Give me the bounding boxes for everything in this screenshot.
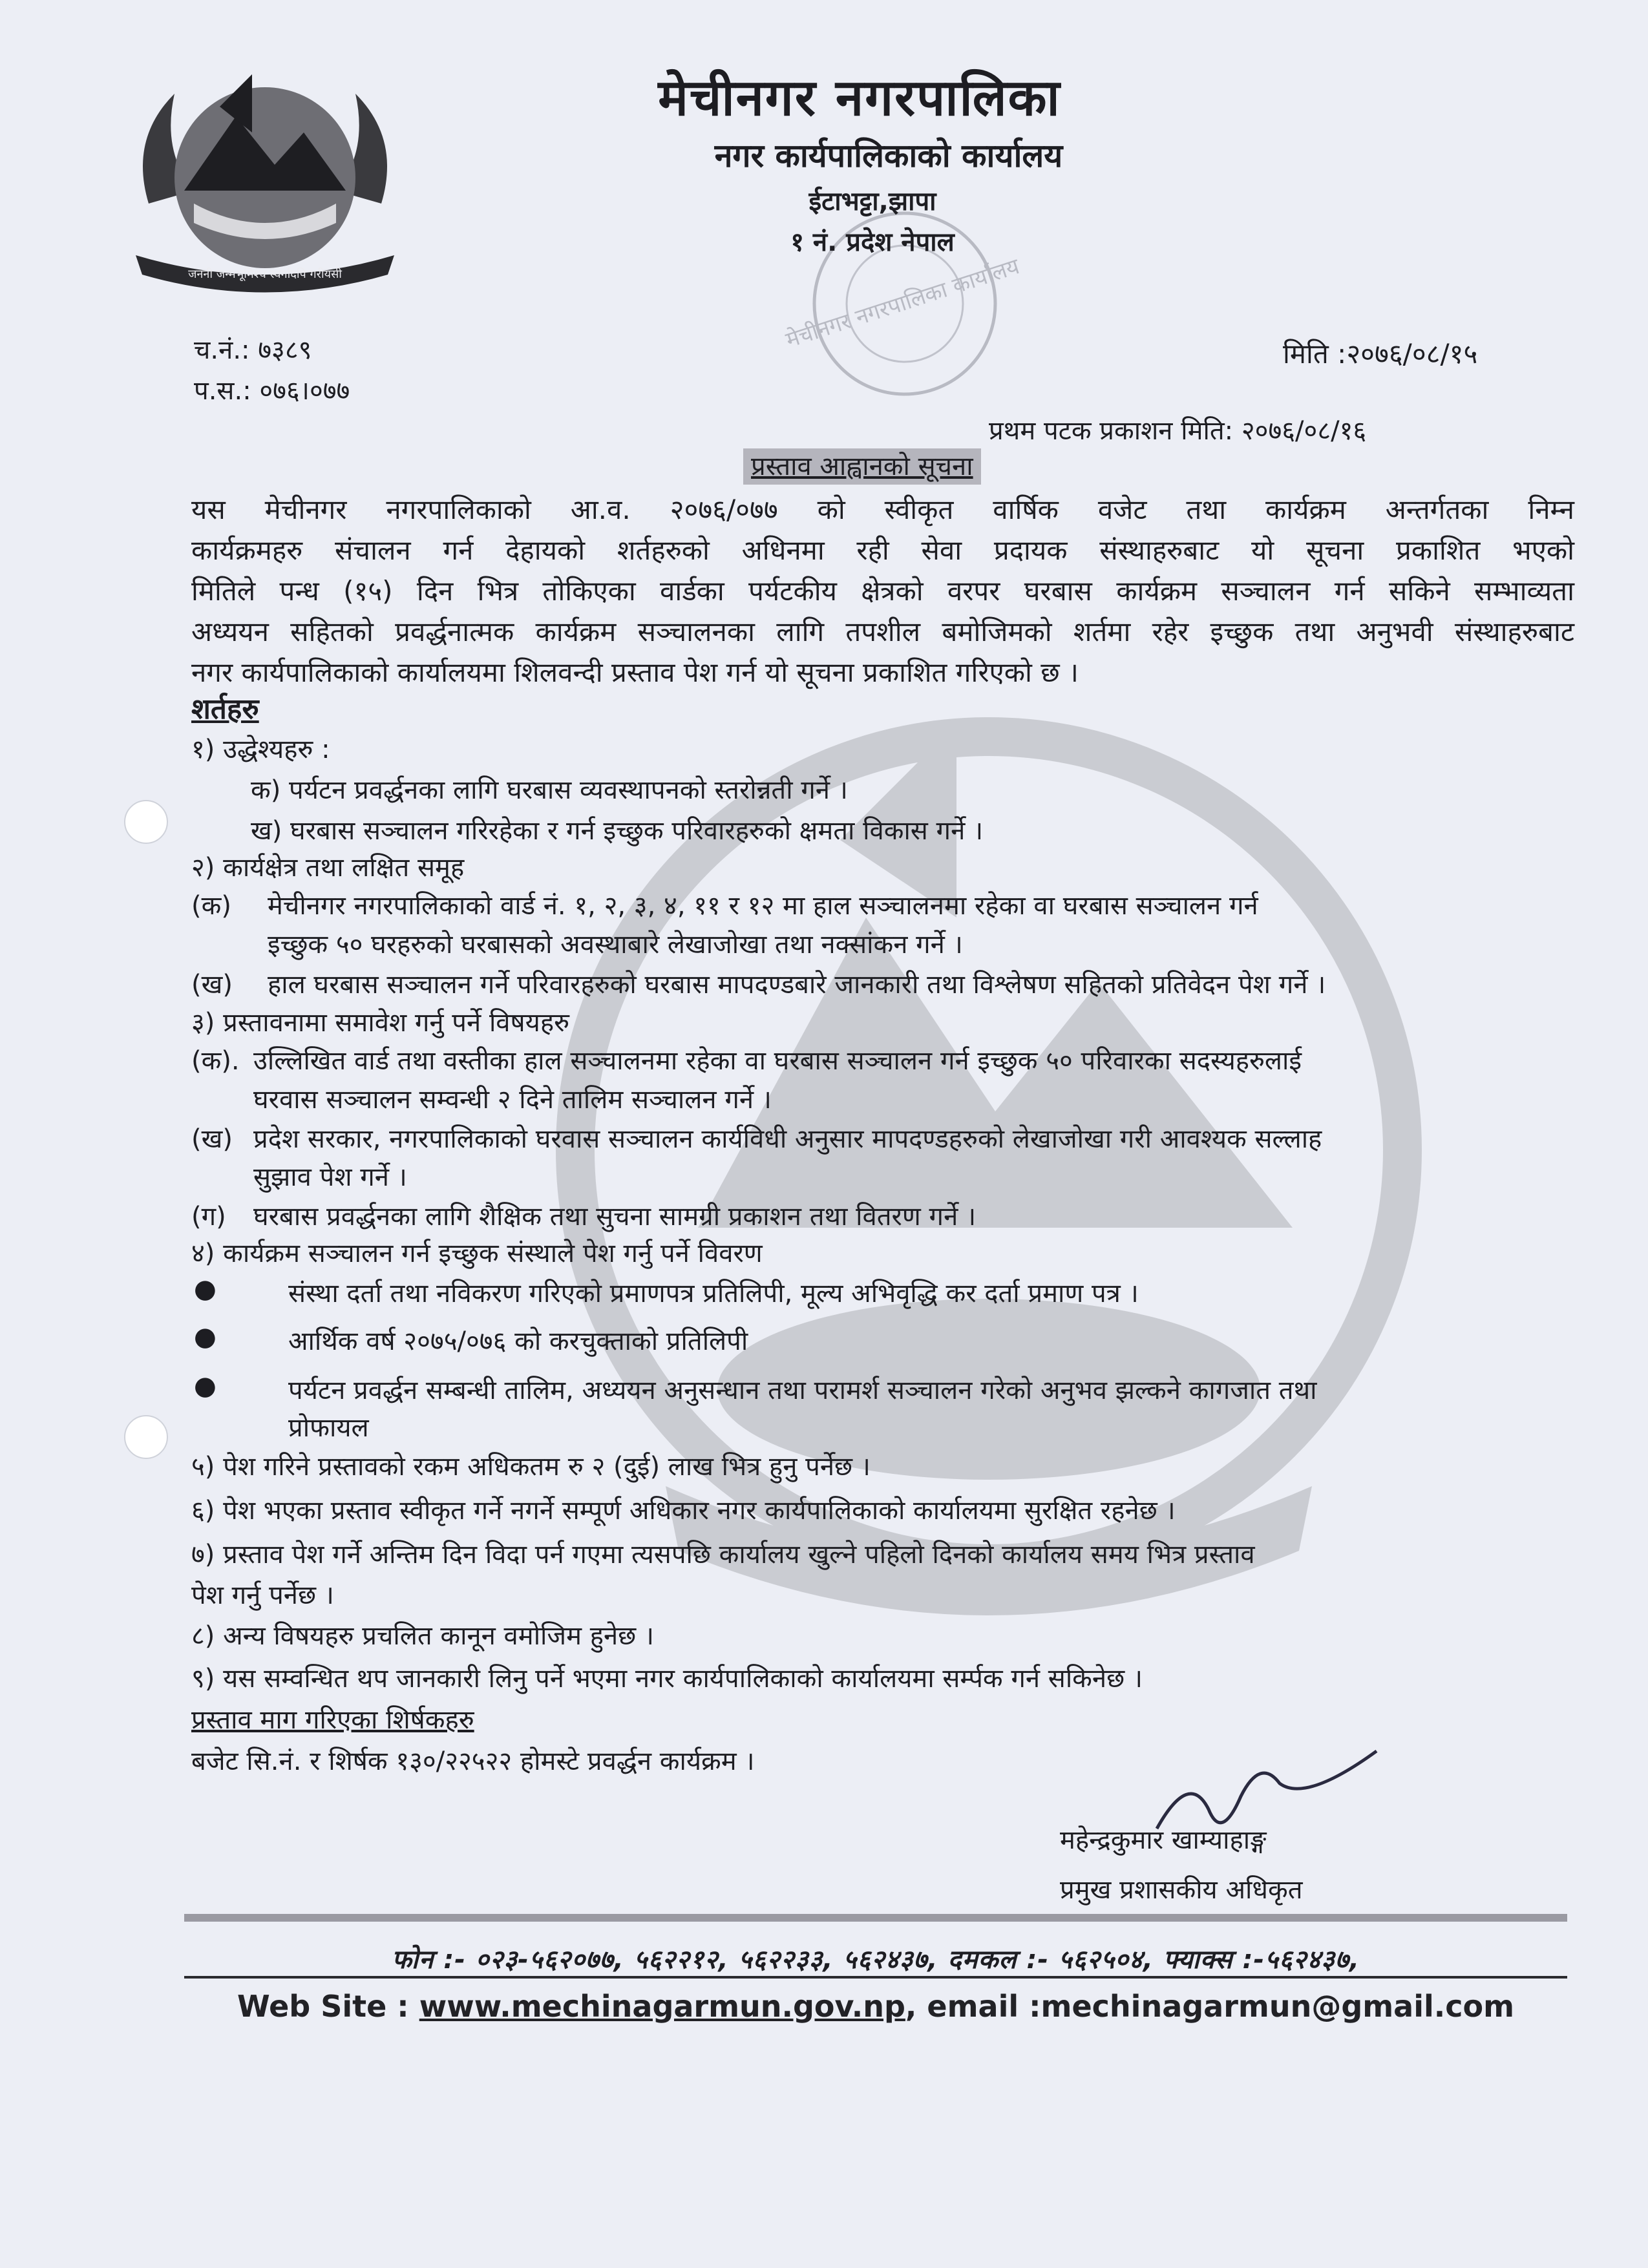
section-heading: २) कार्यक्षेत्र तथा लक्षित समूह	[191, 853, 465, 883]
website-label: Web Site :	[237, 1989, 419, 2024]
budget-line: बजेट सि.नं. र शिर्षक १३०/२२५२२ होमस्टे प्रवर्द्धन कार्यक्रम ।	[191, 1747, 755, 1776]
list-item: प्रदेश सरकार, नगरपालिकाको घरवास सञ्चालन कार्यविधी अनुसार मापदण्डहरुको लेखाजोखा गरी आवश्यक सल्लाह	[253, 1124, 1322, 1154]
section-heading: ३) प्रस्तावनामा समावेश गर्नु पर्ने विषयहरु	[191, 1008, 570, 1038]
municipality-name: मेचीनगर नगरपालिका	[658, 69, 1061, 127]
bullet-icon: ●	[194, 1322, 217, 1352]
item-marker: (ग)	[191, 1202, 226, 1232]
email-label: , email :	[905, 1989, 1041, 2024]
punch-hole	[124, 800, 168, 844]
footer-divider	[184, 1914, 1567, 1922]
signatory-name: महेन्द्रकुमार खाम्याहाङ्ग	[1060, 1825, 1267, 1855]
numbered-condition: ९) यस सम्वन्धित थप जानकारी लिनु पर्ने भएमा नगर कार्यपालिकाको कार्यालयमा सर्म्पक गर्न सकिनेछ ।	[191, 1664, 1143, 1694]
bullet-item: संस्था दर्ता तथा नविकरण गरिएको प्रमाणपत्र प्रतिलिपी, मूल्य अभिवृद्धि कर दर्ता प्रमाण पत्र ।	[288, 1279, 1139, 1308]
section-heading: १) उद्धेश्यहरु :	[191, 735, 330, 764]
footer-divider	[184, 1976, 1567, 1979]
list-item: हाल घरबास सञ्चालन गर्ने परिवारहरुको घरबास मापदण्डबारे जानकारी तथा विश्लेषण सहितको प्रतिवेदन पेश गर्ने ।	[268, 970, 1326, 1000]
numbered-condition: ६) पेश भएका प्रस्ताव स्वीकृत गर्ने नगर्ने सम्पूर्ण अधिकार नगर कार्यपालिकाको कार्यालयमा सुरक्षित रहनेछ ।	[191, 1496, 1176, 1526]
intro-line: अध्ययन सहितको प्रवर्द्धनात्मक कार्यक्रम सञ्चालनका लागि तपशील बमोजिमको शर्तमा रहेर इच्छुक तथा अनुभवी संस्थाहरुबाट	[191, 616, 1574, 647]
section-heading: ४) कार्यक्रम सञ्चालन गर्न इच्छुक संस्थाले पेश गर्नु पर्ने विवरण	[191, 1239, 763, 1268]
bullet-item-continued: प्रोफायल	[288, 1413, 369, 1443]
list-item-continued: सुझाव पेश गर्ने ।	[253, 1162, 407, 1192]
list-item-continued: इच्छुक ५० घरहरुको घरबासको अवस्थाबारे लेखाजोखा तथा नक्सांकन गर्ने ।	[268, 930, 963, 960]
first-publish-date: प्रथम पटक प्रकाशन मिति: २०७६/०८/१६	[989, 416, 1367, 446]
footer-phone: फोन :- ०२३-५६२०७७, ५६२२१२, ५६२२३३, ५६२४३७, दमकल :- ५६२५०४, फ्याक्स :-५६२४३७,	[391, 1945, 1360, 1975]
province-line: १ नं. प्रदेश नेपाल	[790, 227, 955, 257]
bullet-icon: ●	[194, 1274, 217, 1304]
budget-heading: प्रस्ताव माग गरिएका शिर्षकहरु	[191, 1705, 474, 1735]
item-marker: (क)	[191, 891, 231, 921]
numbered-condition-continued: पेश गर्नु पर्नेछ ।	[191, 1580, 334, 1610]
office-location: ईटाभट्टा,झापा	[808, 187, 936, 216]
numbered-condition: ७) प्रस्ताव पेश गर्ने अन्तिम दिन विदा पर्न गएमा त्यसपछि कार्यालय खुल्ने पहिलो दिनको कार्यालय समय भित्र प्रस्ताव	[191, 1540, 1255, 1570]
seal-text: मेचीनगर नगरपालिका कार्यालय	[783, 253, 1023, 353]
item-marker: (ख)	[191, 970, 233, 1000]
conditions-heading: शर्तहरु	[191, 693, 259, 726]
punch-hole	[124, 1415, 168, 1459]
bullet-item: पर्यटन प्रवर्द्धन सम्बन्धी तालिम, अध्ययन अनुसन्धान तथा परामर्श सञ्चालन गरेको अनुभव झल्कने कागजात तथा	[288, 1376, 1317, 1405]
bullet-item: आर्थिक वर्ष २०७५/०७६ को करचुक्ताको प्रतिलिपी	[288, 1327, 748, 1356]
footer-contact	[184, 1989, 1567, 2024]
office-name: नगर कार्यपालिकाको कार्यालय	[714, 137, 1063, 174]
item-marker: (ख)	[191, 1124, 233, 1154]
list-item: घरबास प्रवर्द्धनका लागि शैक्षिक तथा सुचना सामग्री प्रकाशन तथा वितरण गर्ने ।	[253, 1202, 977, 1232]
email-address[interactable]: mechinagarmun@gmail.com	[1041, 1989, 1515, 2024]
list-item-continued: घरवास सञ्चालन सम्वन्धी २ दिने तालिम सञ्चालन गर्ने ।	[253, 1085, 772, 1115]
bullet-icon: ●	[194, 1371, 217, 1401]
item-marker: (क).	[191, 1046, 240, 1076]
nepal-emblem-logo	[123, 61, 407, 307]
list-item: ख) घरबास सञ्चालन गरिरहेका र गर्न इच्छुक परिवारहरुको क्षमता विकास गर्ने ।	[251, 816, 984, 846]
emblem-motto: जननी जन्मभूमिश्च स्वर्गादपि गरीयसी	[188, 268, 342, 281]
signatory-title: प्रमुख प्रशासकीय अधिकृत	[1060, 1875, 1303, 1905]
intro-line: नगर कार्यपालिकाको कार्यालयमा शिलवन्दी प्रस्ताव पेश गर्न यो सूचना प्रकाशित गरिएको छ ।	[191, 656, 1079, 688]
list-item: उल्लिखित वार्ड तथा वस्तीका हाल सञ्चालनमा रहेका वा घरबास सञ्चालन गर्न इच्छुक ५० परिवारका सदस्यहरुलाई	[253, 1046, 1302, 1076]
notice-title: प्रस्ताव आह्वानको सूचना	[743, 448, 981, 485]
numbered-condition: ८) अन्य विषयहरु प्रचलित कानून वमोजिम हुनेछ ।	[191, 1621, 655, 1651]
intro-line: मितिले पन्ध (१५) दिन भित्र तोकिएका वार्डका पर्यटकीय क्षेत्रको वरपर घरबास कार्यक्रम सञ्चालन गर्न सकिने सम्भाव्यता	[191, 575, 1574, 607]
list-item: क) पर्यटन प्रवर्द्धनका लागि घरबास व्यवस्थापनको स्तरोन्नती गर्ने ।	[251, 775, 848, 805]
intro-line: यस मेचीनगर नगरपालिकाको आ.व. २०७६/०७७ को स्वीकृत वार्षिक वजेट तथा कार्यक्रम अन्तर्गतका निम्न	[191, 494, 1574, 525]
fiscal-year-ref: प.स.: ०७६।०७७	[194, 376, 350, 406]
numbered-condition: ५) पेश गरिने प्रस्तावको रकम अधिकतम रु २ (दुई) लाख भित्र हुनु पर्नेछ ।	[191, 1452, 871, 1482]
intro-line: कार्यक्रमहरु संचालन गर्न देहायको शर्तहरुको अधिनमा रही सेवा प्रदायक संस्थाहरुबाट यो सूचना प्रकाशित भएको	[191, 534, 1574, 566]
dispatch-number: च.नं.: ७३८९	[194, 335, 312, 365]
list-item: मेचीनगर नगरपालिकाको वार्ड नं. १, २, ३, ४, ११ र १२ मा हाल सञ्चालनमा रहेका वा घरबास सञ्चालन गर्न	[268, 891, 1258, 921]
notice-date: मिति :२०७६/०८/१५	[1283, 338, 1478, 370]
website-link[interactable]: www.mechinagarmun.gov.np	[419, 1989, 905, 2024]
